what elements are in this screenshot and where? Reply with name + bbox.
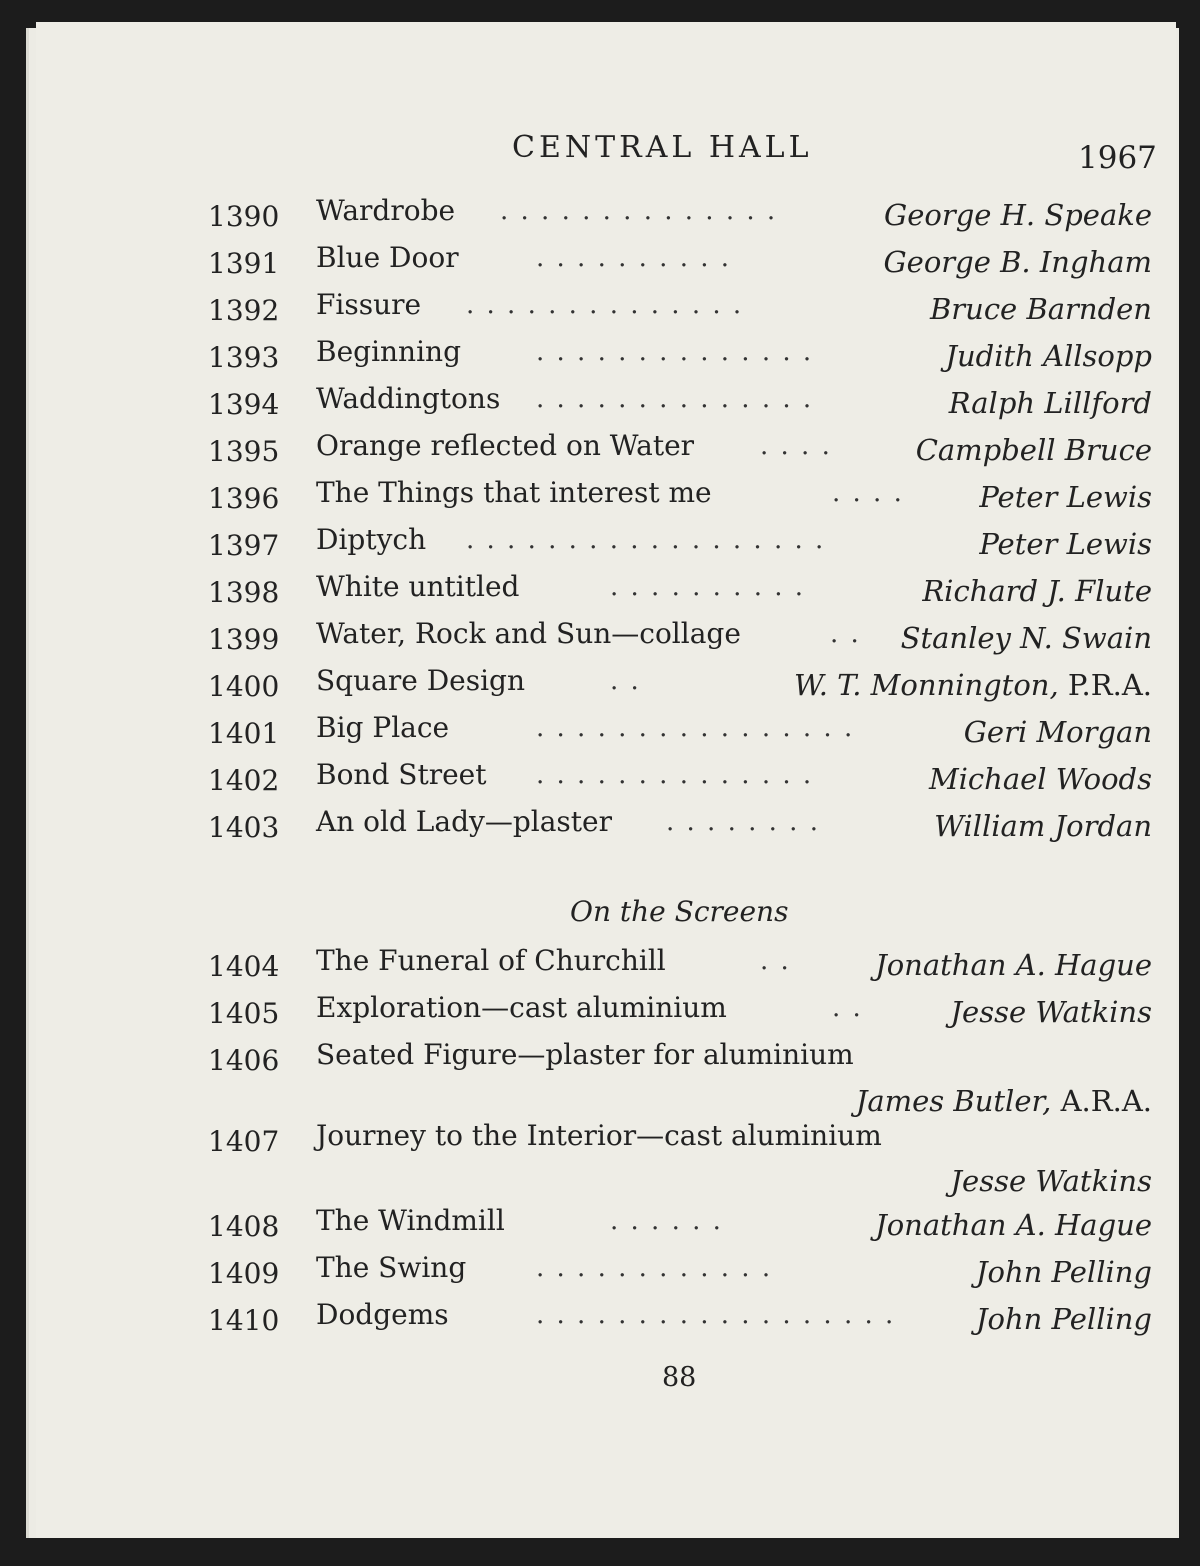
entry-number: 1410 bbox=[208, 1304, 280, 1337]
leader-dots: . . . . . . . . . . . . . . bbox=[536, 760, 814, 790]
entry-number: 1397 bbox=[208, 529, 280, 562]
entry-number: 1394 bbox=[208, 388, 280, 421]
leader-dots: . . . . bbox=[760, 431, 832, 461]
entry-title: Water, Rock and Sun—collage bbox=[316, 617, 741, 650]
entry-title: An old Lady—plaster bbox=[316, 805, 612, 838]
entry-number: 1405 bbox=[208, 997, 280, 1030]
entry-artist: Richard J. Flute bbox=[922, 574, 1152, 608]
list-item bbox=[0, 711, 1200, 757]
list-item bbox=[0, 476, 1200, 522]
list-item bbox=[0, 805, 1200, 851]
list-item bbox=[0, 617, 1200, 663]
entry-title: Dodgems bbox=[316, 1298, 449, 1331]
leader-dots: . . bbox=[830, 619, 861, 649]
leader-dots: . . bbox=[610, 666, 641, 696]
list-item bbox=[0, 1204, 1200, 1250]
page-number: 88 bbox=[662, 1362, 697, 1393]
entry-number: 1396 bbox=[208, 482, 280, 515]
entry-artist: Campbell Bruce bbox=[915, 433, 1152, 467]
entry-number: 1401 bbox=[208, 717, 280, 750]
entry-title: Bond Street bbox=[316, 758, 487, 791]
entry-number: 1395 bbox=[208, 435, 280, 468]
entry-number: 1390 bbox=[208, 200, 280, 233]
leader-dots: . . bbox=[760, 946, 791, 976]
leader-dots: . . . . . . . . . . . . . . . . . . bbox=[536, 1300, 896, 1330]
list-item bbox=[0, 1038, 1200, 1084]
entry-number: 1402 bbox=[208, 764, 280, 797]
entry-artist bbox=[794, 668, 1152, 702]
artist-name: James Butler, bbox=[855, 1084, 1052, 1118]
entry-artist: Ralph Lillford bbox=[948, 386, 1152, 420]
leader-dots: . . . . . . . . . . . . . . bbox=[536, 337, 814, 367]
entry-title: White untitled bbox=[316, 570, 520, 603]
entry-number: 1404 bbox=[208, 950, 280, 983]
leader-dots: . . bbox=[832, 993, 863, 1023]
list-item bbox=[0, 523, 1200, 569]
entry-title: Exploration—cast aluminium bbox=[316, 991, 727, 1024]
entry-title: Journey to the Interior—cast aluminium bbox=[316, 1119, 882, 1152]
entry-title: The Funeral of Churchill bbox=[316, 944, 666, 977]
leader-dots: . . . . . . . . . . bbox=[610, 572, 806, 602]
leader-dots: . . . . . . . . . . . . . . . . . . bbox=[466, 525, 826, 555]
entry-number: 1407 bbox=[208, 1125, 280, 1158]
entry-artist: Geri Morgan bbox=[963, 715, 1152, 749]
entry-artist: Judith Allsopp bbox=[945, 339, 1152, 373]
list-item bbox=[0, 944, 1200, 990]
leader-dots: . . . . bbox=[832, 478, 904, 508]
entry-number: 1408 bbox=[208, 1210, 280, 1243]
entry-artist: Jesse Watkins bbox=[950, 995, 1152, 1029]
entry-artist: Peter Lewis bbox=[979, 527, 1152, 561]
list-item bbox=[0, 758, 1200, 804]
list-item bbox=[0, 241, 1200, 287]
entry-artist: Jesse Watkins bbox=[950, 1164, 1152, 1198]
entry-artist: Stanley N. Swain bbox=[900, 621, 1152, 655]
list-item bbox=[0, 1119, 1200, 1165]
list-item bbox=[0, 1298, 1200, 1344]
page-year: 1967 bbox=[1078, 140, 1157, 176]
artist-name: W. T. Monnington, bbox=[793, 668, 1059, 702]
entry-number: 1393 bbox=[208, 341, 280, 374]
entry-artist: Bruce Barnden bbox=[929, 292, 1152, 326]
entry-title: Blue Door bbox=[316, 241, 459, 274]
entry-title: Beginning bbox=[316, 335, 462, 368]
leader-dots: . . . . . . bbox=[610, 1206, 723, 1236]
entry-number: 1400 bbox=[208, 670, 280, 703]
list-item bbox=[0, 664, 1200, 710]
entry-number: 1403 bbox=[208, 811, 280, 844]
entry-title: Seated Figure—plaster for aluminium bbox=[316, 1038, 854, 1071]
leader-dots: . . . . . . . . . . . . . . bbox=[466, 290, 744, 320]
list-item bbox=[0, 570, 1200, 616]
entry-title: Orange reflected on Water bbox=[316, 429, 695, 462]
entry-artist: John Pelling bbox=[975, 1255, 1152, 1289]
entry-number: 1406 bbox=[208, 1044, 280, 1077]
entry-number: 1398 bbox=[208, 576, 280, 609]
leader-dots: . . . . . . . . . . . . . . bbox=[500, 196, 778, 226]
list-item bbox=[0, 429, 1200, 475]
list-item bbox=[0, 288, 1200, 334]
entry-artist: William Jordan bbox=[934, 809, 1152, 843]
entry-title: The Swing bbox=[316, 1251, 467, 1284]
leader-dots: . . . . . . . . . . . . . . bbox=[536, 384, 814, 414]
entry-artist: Jonathan A. Hague bbox=[875, 1208, 1152, 1242]
entry-artist: Michael Woods bbox=[928, 762, 1152, 796]
entry-artist: George B. Ingham bbox=[883, 245, 1152, 279]
entry-title: Wardrobe bbox=[316, 194, 456, 227]
entry-title: The Windmill bbox=[316, 1204, 505, 1237]
leader-dots: . . . . . . . . . . bbox=[536, 243, 732, 273]
section-heading: On the Screens bbox=[570, 895, 789, 928]
list-item bbox=[0, 382, 1200, 428]
entry-title: Waddingtons bbox=[316, 382, 501, 415]
entry-number: 1409 bbox=[208, 1257, 280, 1290]
entry-artist: Jonathan A. Hague bbox=[875, 948, 1152, 982]
page-title: CENTRAL HALL bbox=[512, 130, 813, 165]
leader-dots: . . . . . . . . . . . . . . . . bbox=[536, 713, 855, 743]
entry-number: 1391 bbox=[208, 247, 280, 280]
leader-dots: . . . . . . . . bbox=[666, 807, 820, 837]
entry-title: Square Design bbox=[316, 664, 525, 697]
leader-dots: . . . . . . . . . . . . bbox=[536, 1253, 773, 1283]
entry-title: Diptych bbox=[316, 523, 427, 556]
entry-title: Fissure bbox=[316, 288, 422, 321]
list-item bbox=[0, 991, 1200, 1037]
entry-title: The Things that interest me bbox=[316, 476, 712, 509]
entry-artist: John Pelling bbox=[975, 1302, 1152, 1336]
entry-artist: Peter Lewis bbox=[979, 480, 1152, 514]
entry-artist: George H. Speake bbox=[884, 198, 1152, 232]
artist-honours: P.R.A. bbox=[1067, 668, 1152, 702]
list-item bbox=[0, 335, 1200, 381]
entry-artist bbox=[856, 1084, 1152, 1118]
list-item bbox=[0, 1251, 1200, 1297]
artist-honours: A.R.A. bbox=[1060, 1084, 1152, 1118]
entry-title: Big Place bbox=[316, 711, 450, 744]
entry-number: 1399 bbox=[208, 623, 280, 656]
list-item bbox=[0, 194, 1200, 240]
entry-number: 1392 bbox=[208, 294, 280, 327]
